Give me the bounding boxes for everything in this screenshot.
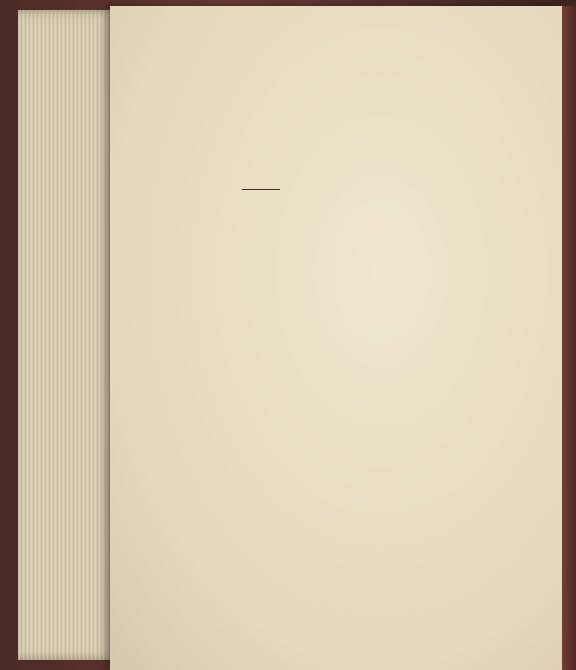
summary-rule: [242, 189, 280, 190]
cover-edge: [562, 6, 576, 670]
book-page: [110, 6, 562, 670]
page-edges: [18, 10, 118, 660]
